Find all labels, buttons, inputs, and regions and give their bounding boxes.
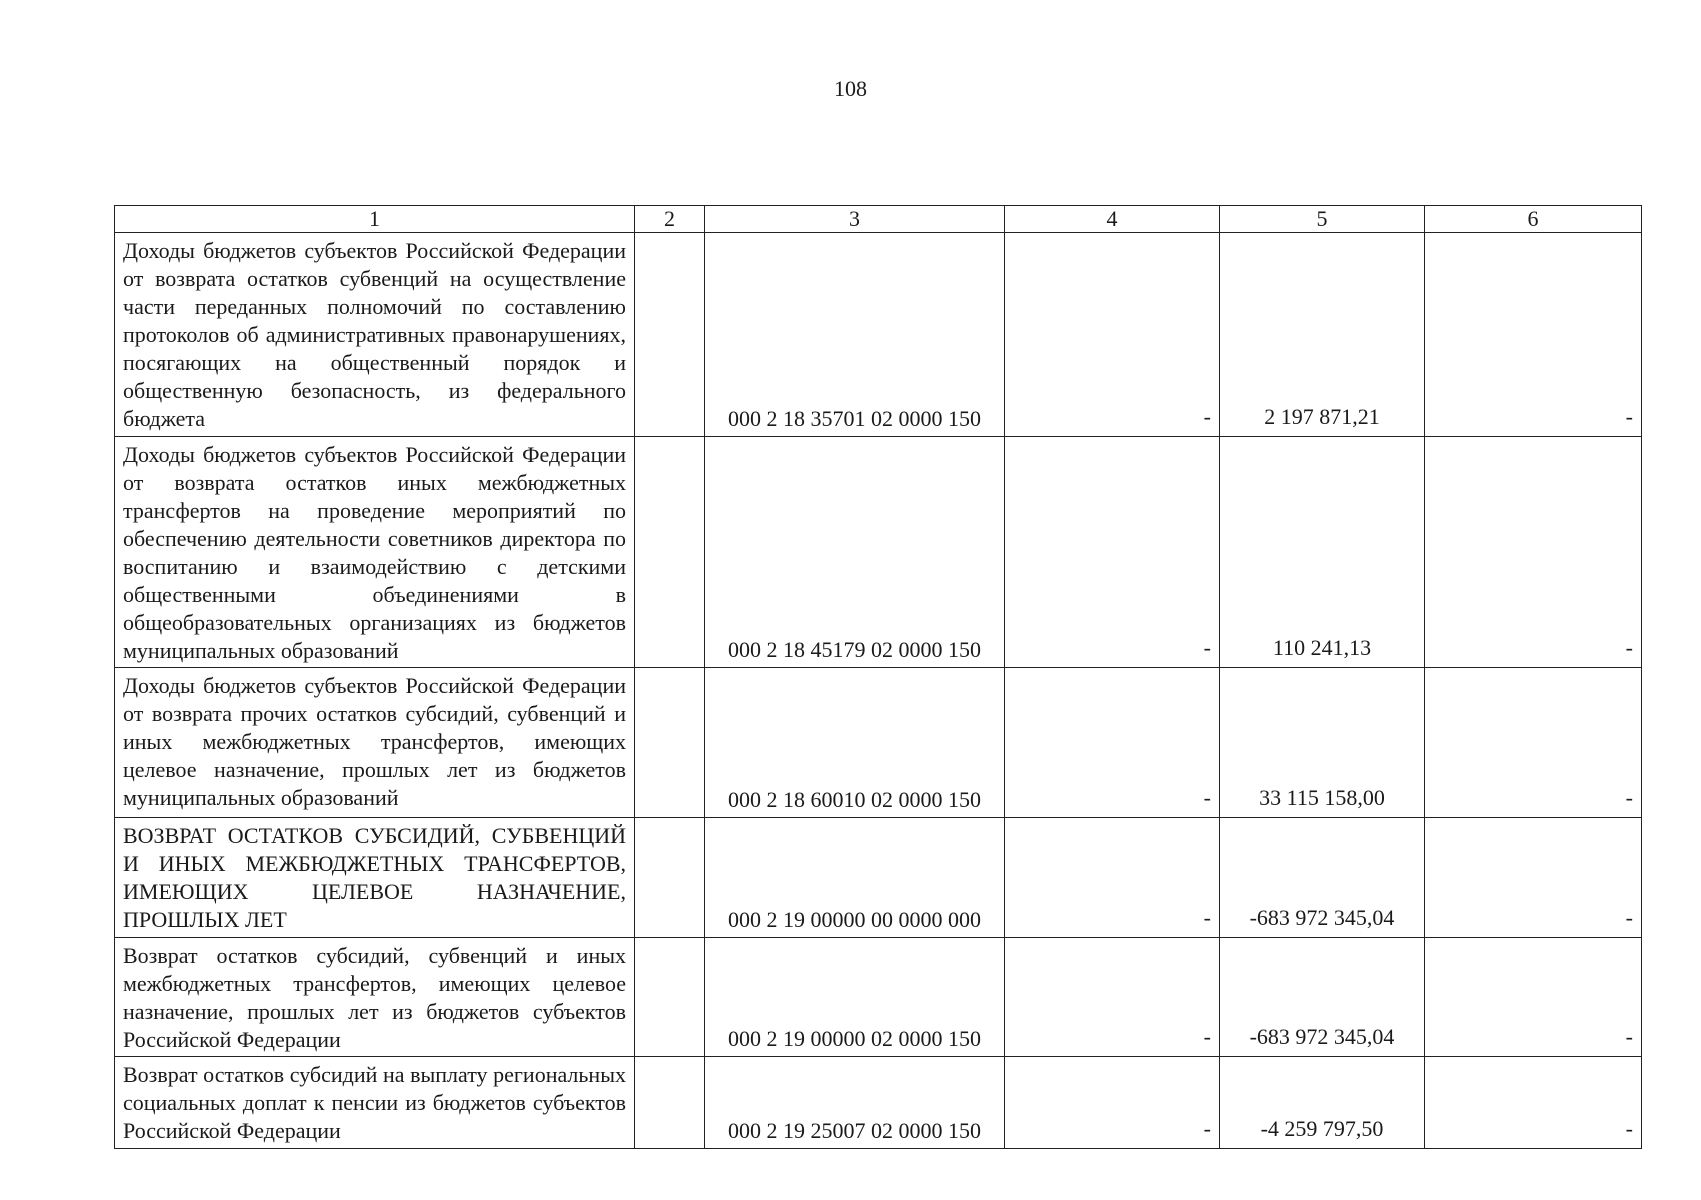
budget-code: 000 2 18 35701 02 0000 150: [705, 233, 1005, 437]
amount-value: 2 197 871,21: [1220, 233, 1425, 437]
cell-col4: -: [1005, 1057, 1220, 1149]
cell-col2: [635, 818, 705, 938]
cell-col2: [635, 437, 705, 668]
table-row: [115, 668, 1642, 818]
cell-col6: -: [1425, 233, 1642, 437]
cell-col2: [635, 668, 705, 818]
cell-col2: [635, 938, 705, 1057]
cell-col4: -: [1005, 668, 1220, 818]
income-description: Доходы бюджетов субъектов Российской Федерации от возврата остатков иных межбюджетных трансфертов на проведение мероприятий по обеспечению деятельности советников директора по воспитанию и взаимодействию с детскими общественными объединениями в общеобразовательных организациях из бюджетов муниципальных образований: [115, 437, 635, 668]
column-header: 5: [1220, 206, 1425, 233]
cell-col2: [635, 1057, 705, 1149]
cell-col6: -: [1425, 668, 1642, 818]
table-row: [115, 233, 1642, 437]
budget-code: 000 2 19 00000 02 0000 150: [705, 938, 1005, 1057]
column-header: 2: [635, 206, 705, 233]
column-header: 6: [1425, 206, 1642, 233]
cell-col4: -: [1005, 437, 1220, 668]
cell-col6: -: [1425, 1057, 1642, 1149]
cell-col6: -: [1425, 437, 1642, 668]
cell-col2: [635, 233, 705, 437]
cell-col4: -: [1005, 233, 1220, 437]
amount-value: -683 972 345,04: [1220, 818, 1425, 938]
budget-table: [114, 205, 1642, 1149]
column-header: 4: [1005, 206, 1220, 233]
income-description: Возврат остатков субсидий, субвенций и иных межбюджетных трансфертов, имеющих целевое назначение, прошлых лет из бюджетов субъектов Российской Федерации: [115, 938, 635, 1057]
column-header: 3: [705, 206, 1005, 233]
column-number-row: [115, 206, 1642, 233]
budget-code: 000 2 18 60010 02 0000 150: [705, 668, 1005, 818]
amount-value: -683 972 345,04: [1220, 938, 1425, 1057]
budget-code: 000 2 19 00000 00 0000 000: [705, 818, 1005, 938]
table-row: [115, 1057, 1642, 1149]
budget-code: 000 2 18 45179 02 0000 150: [705, 437, 1005, 668]
table-row: [115, 938, 1642, 1057]
income-description: ВОЗВРАТ ОСТАТКОВ СУБСИДИЙ, СУБВЕНЦИЙ И ИНЫХ МЕЖБЮДЖЕТНЫХ ТРАНСФЕРТОВ, ИМЕЮЩИХ ЦЕЛЕВОЕ НАЗНАЧЕНИЕ, ПРОШЛЫХ ЛЕТ: [115, 818, 635, 938]
cell-col4: -: [1005, 818, 1220, 938]
amount-value: 110 241,13: [1220, 437, 1425, 668]
income-description: Возврат остатков субсидий на выплату региональных социальных доплат к пенсии из бюджетов субъектов Российской Федерации: [115, 1057, 635, 1149]
amount-value: -4 259 797,50: [1220, 1057, 1425, 1149]
budget-code: 000 2 19 25007 02 0000 150: [705, 1057, 1005, 1149]
cell-col6: -: [1425, 818, 1642, 938]
income-description: Доходы бюджетов субъектов Российской Федерации от возврата остатков субвенций на осуществление части переданных полномочий по составлению протоколов об административных правонарушениях, посягающих на общественный порядок и общественную безопасность, из федерального бюджета: [115, 233, 635, 437]
column-header: 1: [115, 206, 635, 233]
table-row: [115, 437, 1642, 668]
page-number: 108: [834, 76, 867, 101]
table-row: [115, 818, 1642, 938]
income-description: Доходы бюджетов субъектов Российской Федерации от возврата прочих остатков субсидий, субвенций и иных межбюджетных трансфертов, имеющих целевое назначение, прошлых лет из бюджетов муниципальных образований: [115, 668, 635, 818]
amount-value: 33 115 158,00: [1220, 668, 1425, 818]
cell-col4: -: [1005, 938, 1220, 1057]
cell-col6: -: [1425, 938, 1642, 1057]
